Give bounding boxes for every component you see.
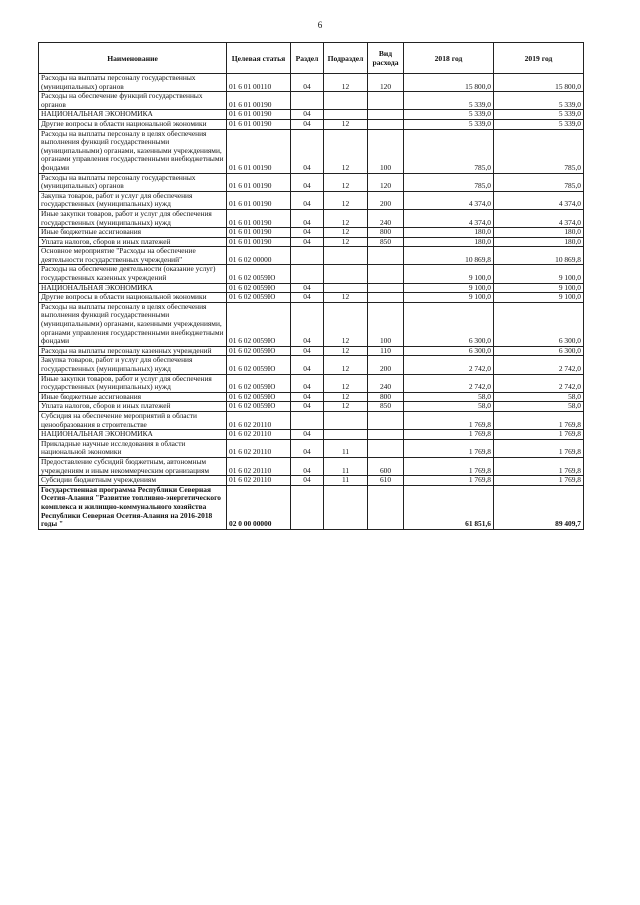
table-row [39, 283, 584, 293]
row-subsection [324, 283, 368, 293]
row-value-2019: 15 800,0 [494, 74, 584, 92]
row-expense-type [368, 485, 404, 529]
header-name: Наименование [39, 43, 227, 74]
row-expense-type [368, 430, 404, 440]
row-section: 04 [291, 439, 324, 457]
row-name: НАЦИОНАЛЬНАЯ ЭКОНОМИКА [39, 430, 227, 440]
row-value-2018: 9 100,0 [404, 283, 494, 293]
row-value-2018: 9 100,0 [404, 265, 494, 283]
row-expense-type: 100 [368, 129, 404, 173]
row-name: Другие вопросы в области национальной экономики [39, 119, 227, 129]
row-subsection: 12 [324, 209, 368, 227]
table-row [39, 293, 584, 303]
row-value-2018: 5 339,0 [404, 92, 494, 110]
row-expense-type: 110 [368, 346, 404, 356]
row-value-2019: 5 339,0 [494, 110, 584, 120]
row-value-2018: 58,0 [404, 402, 494, 412]
row-name: Закупка товаров, работ и услуг для обеспечения государственных (муниципальных) нужд [39, 191, 227, 209]
row-subsection: 12 [324, 302, 368, 346]
table-row [39, 209, 584, 227]
row-subsection: 12 [324, 356, 368, 374]
row-subsection [324, 247, 368, 265]
table-row [39, 476, 584, 486]
row-target-code: 01 6 02 20110 [227, 411, 291, 429]
row-subsection: 12 [324, 237, 368, 247]
row-section: 04 [291, 430, 324, 440]
row-value-2018: 785,0 [404, 129, 494, 173]
row-value-2018: 1 769,8 [404, 411, 494, 429]
row-name: Субсидии бюджетным учреждениям [39, 476, 227, 486]
row-section: 04 [291, 356, 324, 374]
header-expense-type: Вид расхода [368, 43, 404, 74]
row-value-2018: 1 769,8 [404, 430, 494, 440]
row-value-2019: 785,0 [494, 129, 584, 173]
header-subsection: Подраздел [324, 43, 368, 74]
row-target-code: 01 6 01 00190 [227, 110, 291, 120]
row-target-code: 01 6 01 00190 [227, 191, 291, 209]
row-value-2019: 6 300,0 [494, 346, 584, 356]
header-target: Целевая статья [227, 43, 291, 74]
row-value-2019: 89 409,7 [494, 485, 584, 529]
row-subsection: 12 [324, 392, 368, 402]
table-row [39, 411, 584, 429]
table-row [39, 265, 584, 283]
row-subsection: 12 [324, 173, 368, 191]
row-name: Субсидия на обеспечение мероприятий в области ценообразования в строительстве [39, 411, 227, 429]
row-expense-type: 610 [368, 476, 404, 486]
table-row [39, 457, 584, 475]
table-row [39, 74, 584, 92]
row-subsection: 12 [324, 374, 368, 392]
row-section [291, 92, 324, 110]
row-value-2018: 15 800,0 [404, 74, 494, 92]
row-section: 04 [291, 457, 324, 475]
table-row [39, 129, 584, 173]
row-target-code: 01 6 02 0059Ю [227, 346, 291, 356]
row-subsection: 11 [324, 457, 368, 475]
row-value-2019: 9 100,0 [494, 265, 584, 283]
table-row [39, 302, 584, 346]
row-value-2018: 5 339,0 [404, 110, 494, 120]
row-name: Иные закупки товаров, работ и услуг для обеспечения государственных (муниципальных) нужд [39, 209, 227, 227]
row-value-2018: 6 300,0 [404, 346, 494, 356]
row-expense-type [368, 283, 404, 293]
row-value-2018: 10 869,8 [404, 247, 494, 265]
row-expense-type [368, 110, 404, 120]
row-value-2018: 180,0 [404, 237, 494, 247]
table-row [39, 247, 584, 265]
row-section: 04 [291, 110, 324, 120]
table-row [39, 228, 584, 238]
table-row [39, 237, 584, 247]
row-name: Расходы на обеспечение функций государственных органов [39, 92, 227, 110]
table-row [39, 392, 584, 402]
table-header-row [39, 43, 584, 74]
row-value-2019: 5 339,0 [494, 119, 584, 129]
row-value-2018: 4 374,0 [404, 191, 494, 209]
table-row [39, 110, 584, 120]
row-subsection: 12 [324, 119, 368, 129]
row-value-2018: 1 769,8 [404, 457, 494, 475]
table-row [39, 439, 584, 457]
row-section [291, 411, 324, 429]
row-expense-type: 200 [368, 191, 404, 209]
row-name: Уплата налогов, сборов и иных платежей [39, 237, 227, 247]
row-target-code: 01 6 02 20110 [227, 439, 291, 457]
row-section: 04 [291, 191, 324, 209]
row-expense-type: 100 [368, 302, 404, 346]
row-value-2018: 9 100,0 [404, 293, 494, 303]
row-section [291, 247, 324, 265]
page-number: 6 [317, 20, 323, 30]
row-name: Другие вопросы в области национальной экономики [39, 293, 227, 303]
row-value-2018: 2 742,0 [404, 356, 494, 374]
row-target-code: 01 6 02 0059Ю [227, 283, 291, 293]
row-target-code: 01 6 01 00190 [227, 209, 291, 227]
row-value-2019: 180,0 [494, 228, 584, 238]
row-section: 04 [291, 302, 324, 346]
row-expense-type: 800 [368, 228, 404, 238]
row-value-2018: 5 339,0 [404, 119, 494, 129]
row-subsection: 11 [324, 476, 368, 486]
table-row [39, 346, 584, 356]
row-value-2019: 5 339,0 [494, 92, 584, 110]
table-row [39, 191, 584, 209]
row-value-2019: 10 869,8 [494, 247, 584, 265]
row-section: 04 [291, 374, 324, 392]
row-subsection [324, 411, 368, 429]
row-value-2019: 2 742,0 [494, 356, 584, 374]
row-value-2019: 58,0 [494, 392, 584, 402]
row-target-code: 01 6 02 0059Ю [227, 392, 291, 402]
header-section: Раздел [291, 43, 324, 74]
row-name: Иные бюджетные ассигнования [39, 392, 227, 402]
row-value-2018: 180,0 [404, 228, 494, 238]
row-expense-type: 850 [368, 237, 404, 247]
row-subsection: 11 [324, 439, 368, 457]
row-section: 04 [291, 346, 324, 356]
row-expense-type [368, 92, 404, 110]
row-value-2019: 1 769,8 [494, 476, 584, 486]
row-value-2019: 6 300,0 [494, 302, 584, 346]
table-row [39, 402, 584, 412]
table-row [39, 430, 584, 440]
table-row [39, 173, 584, 191]
row-value-2018: 4 374,0 [404, 209, 494, 227]
row-target-code: 01 6 02 0059Ю [227, 293, 291, 303]
row-value-2018: 785,0 [404, 173, 494, 191]
row-subsection: 12 [324, 129, 368, 173]
row-name: Расходы на выплаты персоналу в целях обеспечения выполнения функций государственными (муниципальными) органами, казенными учреждениями, органами управления государственными внебюджетными фондами [39, 302, 227, 346]
table-row [39, 92, 584, 110]
row-target-code: 01 6 02 0059Ю [227, 402, 291, 412]
row-section: 04 [291, 293, 324, 303]
row-name: Иные бюджетные ассигнования [39, 228, 227, 238]
row-name: Закупка товаров, работ и услуг для обеспечения государственных (муниципальных) нужд [39, 356, 227, 374]
row-value-2018: 58,0 [404, 392, 494, 402]
row-name: Основное мероприятие "Расходы на обеспечение деятельности государственных учреждений" [39, 247, 227, 265]
row-value-2018: 2 742,0 [404, 374, 494, 392]
row-target-code: 01 6 02 0059Ю [227, 265, 291, 283]
table-row [39, 374, 584, 392]
row-value-2018: 1 769,8 [404, 476, 494, 486]
row-section: 04 [291, 283, 324, 293]
row-value-2019: 4 374,0 [494, 209, 584, 227]
row-target-code: 01 6 01 00190 [227, 129, 291, 173]
row-expense-type: 600 [368, 457, 404, 475]
row-expense-type [368, 265, 404, 283]
row-value-2019: 9 100,0 [494, 293, 584, 303]
row-subsection: 12 [324, 293, 368, 303]
row-section [291, 485, 324, 529]
row-value-2019: 4 374,0 [494, 191, 584, 209]
row-target-code: 01 6 01 00190 [227, 228, 291, 238]
row-expense-type: 240 [368, 374, 404, 392]
row-name: Расходы на выплаты персоналу казенных учреждений [39, 346, 227, 356]
row-expense-type [368, 439, 404, 457]
row-name: Прикладные научные исследования в области национальной экономики [39, 439, 227, 457]
row-value-2019: 9 100,0 [494, 283, 584, 293]
row-section: 04 [291, 392, 324, 402]
row-value-2019: 2 742,0 [494, 374, 584, 392]
row-subsection [324, 92, 368, 110]
row-name: Предоставление субсидий бюджетным, автономным учреждениям и иным некоммерческим организациям [39, 457, 227, 475]
row-value-2018: 1 769,8 [404, 439, 494, 457]
table-row [39, 119, 584, 129]
row-target-code: 01 6 01 00190 [227, 173, 291, 191]
row-section: 04 [291, 237, 324, 247]
header-2018: 2018 год [404, 43, 494, 74]
row-name: НАЦИОНАЛЬНАЯ ЭКОНОМИКА [39, 283, 227, 293]
row-expense-type [368, 119, 404, 129]
header-2019: 2019 год [494, 43, 584, 74]
row-section: 04 [291, 119, 324, 129]
row-target-code: 01 6 01 00190 [227, 119, 291, 129]
row-expense-type: 800 [368, 392, 404, 402]
row-subsection [324, 110, 368, 120]
row-value-2018: 6 300,0 [404, 302, 494, 346]
row-target-code: 01 6 02 0059Ю [227, 356, 291, 374]
row-name: Уплата налогов, сборов и иных платежей [39, 402, 227, 412]
row-expense-type [368, 293, 404, 303]
row-target-code: 01 6 02 00000 [227, 247, 291, 265]
table-row [39, 485, 584, 529]
table-row [39, 356, 584, 374]
row-section: 04 [291, 402, 324, 412]
row-expense-type: 200 [368, 356, 404, 374]
row-expense-type [368, 411, 404, 429]
row-subsection: 12 [324, 346, 368, 356]
row-expense-type [368, 247, 404, 265]
row-name: Расходы на выплаты персоналу государственных (муниципальных) органов [39, 74, 227, 92]
row-name: Иные закупки товаров, работ и услуг для обеспечения государственных (муниципальных) нужд [39, 374, 227, 392]
row-target-code: 01 6 02 0059Ю [227, 374, 291, 392]
row-value-2019: 1 769,8 [494, 439, 584, 457]
row-subsection: 12 [324, 402, 368, 412]
row-subsection [324, 265, 368, 283]
row-expense-type: 240 [368, 209, 404, 227]
row-target-code: 01 6 02 20110 [227, 457, 291, 475]
row-value-2019: 180,0 [494, 237, 584, 247]
row-name: Расходы на обеспечение деятельности (оказание услуг) государственных казенных учреждений [39, 265, 227, 283]
row-section: 04 [291, 74, 324, 92]
row-value-2019: 58,0 [494, 402, 584, 412]
row-value-2019: 1 769,8 [494, 411, 584, 429]
row-value-2018: 61 851,6 [404, 485, 494, 529]
row-section: 04 [291, 129, 324, 173]
row-target-code: 01 6 01 00190 [227, 92, 291, 110]
row-value-2019: 1 769,8 [494, 457, 584, 475]
row-target-code: 01 6 02 0059Ю [227, 302, 291, 346]
row-subsection: 12 [324, 191, 368, 209]
row-expense-type: 120 [368, 74, 404, 92]
row-name: Расходы на выплаты персоналу государственных (муниципальных) органов [39, 173, 227, 191]
row-subsection: 12 [324, 74, 368, 92]
row-section: 04 [291, 209, 324, 227]
row-name: Расходы на выплаты персоналу в целях обеспечения выполнения функций государственными (муниципальными) органами, казенными учреждениями, органами управления государственными внебюджетными фондами [39, 129, 227, 173]
row-name: НАЦИОНАЛЬНАЯ ЭКОНОМИКА [39, 110, 227, 120]
row-subsection: 12 [324, 228, 368, 238]
row-target-code: 01 6 02 20110 [227, 430, 291, 440]
row-section: 04 [291, 228, 324, 238]
row-target-code: 01 6 02 20110 [227, 476, 291, 486]
row-value-2019: 785,0 [494, 173, 584, 191]
row-expense-type: 850 [368, 402, 404, 412]
table-body [39, 74, 584, 530]
row-subsection [324, 485, 368, 529]
row-section [291, 265, 324, 283]
row-value-2019: 1 769,8 [494, 430, 584, 440]
row-target-code: 01 6 01 00190 [227, 237, 291, 247]
row-section: 04 [291, 476, 324, 486]
budget-table [38, 42, 584, 530]
row-target-code: 01 6 01 00110 [227, 74, 291, 92]
row-subsection [324, 430, 368, 440]
row-name: Государственная программа Республики Северная Осетия-Алания "Развитие топливно-энергетического комплекса и жилищно-коммунального хозяйства Республики Северная Осетия-Алания на 2016-2018 годы " [39, 485, 227, 529]
row-target-code: 02 0 00 00000 [227, 485, 291, 529]
row-expense-type: 120 [368, 173, 404, 191]
row-section: 04 [291, 173, 324, 191]
